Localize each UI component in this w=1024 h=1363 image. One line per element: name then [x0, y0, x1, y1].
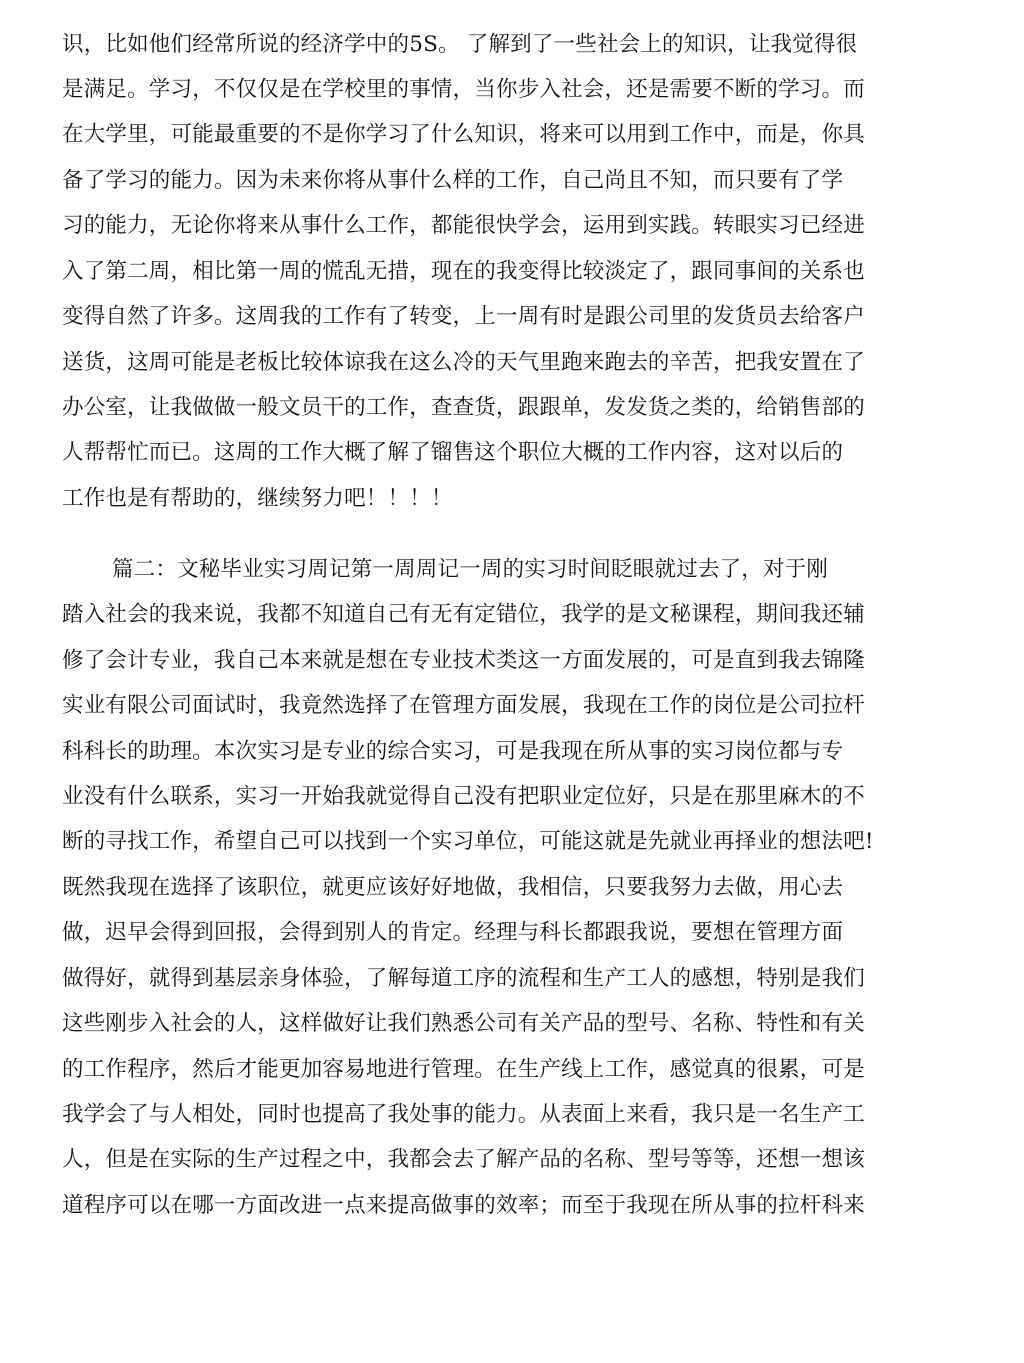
text-line: 识，比如他们经常所说的经济学中的5S。 了解到了一些社会上的知识，让我觉得很	[62, 32, 858, 57]
text-line: 人，但是在实际的生产过程之中，我都会去了解产品的名称、型号等等，还想一想该	[62, 1147, 865, 1172]
text-line: 做，迟早会得到回报，会得到别人的肯定。经理与科长都跟我说，要想在管理方面	[62, 920, 844, 945]
text-line: 道程序可以在哪一方面改进一点来提高做事的效率；而至于我现在所从事的拉杆科来	[62, 1193, 865, 1218]
text-line: 我学会了与人相处，同时也提高了我处事的能力。从表面上来看，我只是一名生产工	[62, 1102, 865, 1127]
text-line: 送货，这周可能是老板比较体谅我在这么冷的天气里跑来跑去的辛苦，把我安置在了	[62, 350, 865, 375]
text-line: 变得自然了许多。这周我的工作有了转变，上一周有时是跟公司里的发货员去给客户	[62, 304, 865, 329]
text-line: 工作也是有帮助的，继续努力吧！！！！	[62, 486, 453, 511]
text-line: 踏入社会的我来说，我都不知道自己有无有定错位，我学的是文秘课程，期间我还辅	[62, 602, 865, 627]
text-line: 这些刚步入社会的人，这样做好让我们熟悉公司有关产品的型号、名称、特性和有关	[62, 1011, 865, 1036]
text-line: 业没有什么联系，实习一开始我就觉得自己没有把职业定位好，只是在那里麻木的不	[62, 784, 865, 809]
text-line: 办公室，让我做做一般文员干的工作，查查货，跟跟单，发发货之类的，给销售部的	[62, 395, 865, 420]
text-line: 科科长的助理。本次实习是专业的综合实习，可是我现在所从事的实习岗位都与专	[62, 739, 844, 764]
text-line: 人帮帮忙而已。这周的工作大概了解了镏售这个职位大概的工作内容，这对以后的	[62, 440, 844, 465]
text-line: 在大学里，可能最重要的不是你学习了什么知识，将来可以用到工作中，而是，你具	[62, 122, 865, 147]
text-line: 断的寻找工作，希望自己可以找到一个实习单位，可能这就是先就业再择业的想法吧!	[62, 829, 874, 854]
text-line: 的工作程序，然后才能更加容易地进行管理。在生产线上工作，感觉真的很累，可是	[62, 1057, 865, 1082]
text-line: 修了会计专业，我自己本来就是想在专业技术类这一方面发展的，可是直到我去锦隆	[62, 648, 865, 673]
text-line: 既然我现在选择了该职位，就更应该好好地做，我相信，只要我努力去做，用心去	[62, 875, 844, 900]
text-line: 实业有限公司面试时，我竟然选择了在管理方面发展，我现在工作的岗位是公司拉杆	[62, 693, 865, 718]
text-line: 备了学习的能力。因为未来你将从事什么样的工作，自己尚且不知，而只要有了学	[62, 168, 844, 193]
text-line: 入了第二周，相比第一周的慌乱无措，现在的我变得比较淡定了，跟同事间的关系也	[62, 259, 865, 284]
text-line: 做得好，就得到基层亲身体验，了解每道工序的流程和生产工人的感想，特别是我们	[62, 966, 865, 991]
text-line: 习的能力，无论你将来从事什么工作，都能很快学会，运用到实践。转眼实习已经进	[62, 213, 865, 238]
text-line: 是满足。学习，不仅仅是在学校里的事情，当你步入社会，还是需要不断的学习。而	[62, 77, 865, 102]
section-heading-line: 篇二：文秘毕业实习周记第一周周记一周的实习时间眨眼就过去了，对于刚	[112, 557, 829, 582]
